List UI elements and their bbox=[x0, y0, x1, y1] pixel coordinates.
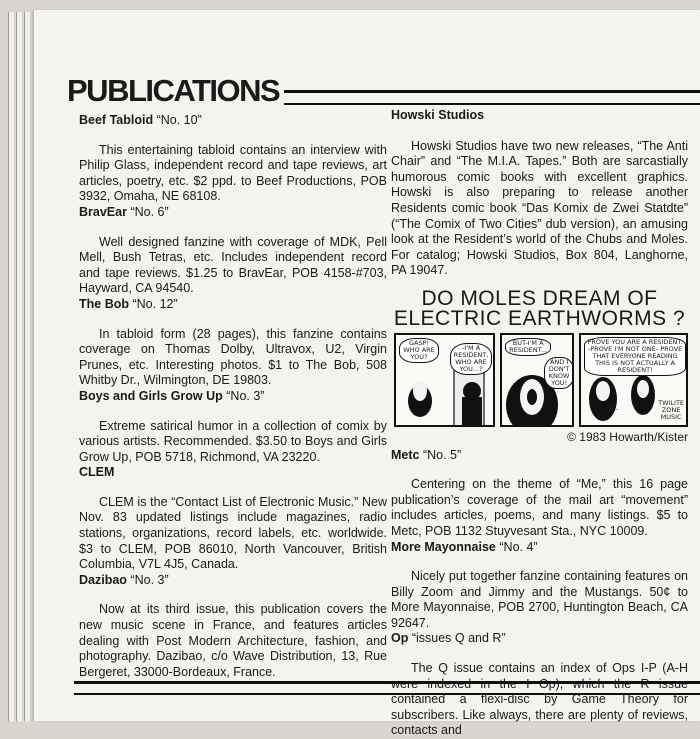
entry-issue: “No. 3” bbox=[130, 572, 169, 587]
entry-issue: “No. 3” bbox=[226, 388, 265, 403]
entry-body: This entertaining tabloid contains an interview with Philip Glass, independent record and tape reviews, art articles, poetry, etc. $2 ppd. to Beef Productions, POB 3932, Omaha, NE 68108. bbox=[79, 142, 387, 204]
left-column bbox=[79, 113, 387, 680]
entry-boys-and-girls-grow-up bbox=[79, 389, 387, 465]
entry-body: Now at its third issue, this publication covers the new music scene in France, and features articles dealing with Post Modern Architecture, fashion, and photography. Dazibao, c/o Wave Distribution, 13, Rue Bergeret, 33000-Bordeaux, France. bbox=[79, 602, 387, 679]
entry-body: Howski Studios have two new releases, “The Anti Chair” and “The M.I.A. Tapes.” Both are sarcastially humorous comic books with excellent graphics. Howski is also preparing to release another Residents comic book “Das Komix de Zwei Statdte” (“The Comix of Two Cities” dub version), an amusing look at the Resident’s world of the Chubs and Moles. For catalog; Howski Studios, Box 804, Langhorne, PA 19047. bbox=[391, 138, 688, 278]
entry-title bbox=[79, 205, 387, 221]
entry-title bbox=[79, 573, 387, 589]
speech-balloon: PROVE YOU ARE A RESIDENT. -PROVE I'M NOT ONE- PROVE THAT EVERYONE READING THIS IS NOT ACTUALLY A RESIDENT! bbox=[584, 337, 686, 376]
comic-credit: © 1983 Howarth/Kister bbox=[567, 429, 688, 444]
entry-title-text: The Bob bbox=[79, 296, 129, 311]
entry-body: Centering on the theme of “Me,” this 16 page publication’s coverage of the mail art “movement” includes articles, poems, and many listings. $5 to Metc, POB 1132 Stuyvesant Sta., NYC 10009. bbox=[391, 477, 688, 538]
entry-body: Extreme satirical humor in a collection of comix by various artists. Recommended. $3.50 to Boys and Girls Grow Up, POB 5718, Richmond, VA 23220. bbox=[79, 418, 387, 464]
entry-issue: “No. 10” bbox=[156, 113, 202, 127]
entry-the-bob bbox=[79, 297, 387, 389]
entry-title-text: More Mayonnaise bbox=[391, 539, 496, 554]
entry-beef-tabloid bbox=[79, 113, 387, 205]
entry-body: CLEM is the “Contact List of Electronic Music.” New Nov. 83 updated listings include magazines, radio stations, organizations, record labels, etc. worldwide. $3 to CLEM, POB 86010, North Vancouver, British Columbia, V7L 4J5, Canada. bbox=[79, 494, 387, 572]
entry-title: Howski Studios bbox=[391, 108, 485, 122]
entry-title-text: CLEM bbox=[79, 465, 115, 480]
entry-body: Well designed fanzine with coverage of MDK, Pell Mell, Bush Tetras, etc. Includes independent record and tape reviews. $1.25 to BravEar, POB 4158-#703, Hayward, CA 94540. bbox=[79, 234, 387, 296]
entry-issue: “No. 4” bbox=[499, 539, 538, 554]
speech-balloon: -I'M A RESIDENT, WHO ARE YOU...? bbox=[450, 343, 492, 375]
entry-title bbox=[391, 540, 688, 556]
entry-bravear bbox=[79, 205, 387, 297]
entry-metc bbox=[391, 448, 688, 540]
entry-body: The Q issue contains an index of Ops I-P (A-H were indexed in the I Op), which the R issue contained a flexi-disc by Game Theory for subscribers. Like always, there are plenty of reviews, contacts and bbox=[391, 661, 688, 738]
entry-title-text: BravEar bbox=[79, 204, 127, 219]
page-stack-edge bbox=[24, 12, 30, 721]
entry-title-text: Dazibao bbox=[79, 572, 127, 587]
entry-issue: “No. 5” bbox=[422, 447, 462, 462]
comic-title-line: ELECTRIC EARTHWORMS ? bbox=[393, 306, 686, 330]
footer-rule bbox=[74, 681, 700, 695]
entry-title bbox=[79, 389, 387, 405]
entry-howski-studios bbox=[391, 108, 688, 279]
speech-balloon: BUT-I'M A RESIDENT... bbox=[505, 338, 551, 356]
entry-title bbox=[391, 631, 688, 647]
entry-title-text: Boys and Girls Grow Up bbox=[79, 388, 223, 403]
speech-balloon: AND I DON'T KNOW YOU! bbox=[544, 357, 574, 389]
entry-title bbox=[79, 113, 387, 129]
comic-title bbox=[391, 286, 688, 330]
page-stack-edge bbox=[8, 12, 14, 721]
section-title: PUBLICATIONS bbox=[67, 73, 280, 108]
entry-clem bbox=[79, 465, 387, 573]
magazine-page bbox=[34, 10, 700, 738]
comic-panels bbox=[394, 333, 688, 427]
entry-title bbox=[79, 465, 387, 481]
entry-issue: “No. 6” bbox=[130, 204, 169, 219]
header-rule bbox=[284, 90, 700, 105]
speech-balloon: GASP! WHO ARE YOU? bbox=[399, 338, 439, 363]
comic-title-line: DO MOLES DREAM OF bbox=[421, 286, 658, 310]
entry-title-text: Beef Tabloid bbox=[79, 113, 154, 127]
entry-dazibao bbox=[79, 573, 387, 681]
comic-panel bbox=[500, 333, 574, 427]
entry-body: In tabloid form (28 pages), this fanzine contains coverage on Thomas Dolby, Ultravox, U2, Virgin Prunes, etc. Interesting photos. $1 to The Bob, 508 Whitby Dr., Wilmington, DE 19803. bbox=[79, 326, 387, 388]
entry-title bbox=[391, 448, 688, 464]
comic-strip-block bbox=[391, 286, 688, 446]
entry-issue: “No. 12” bbox=[132, 296, 178, 311]
entry-title-text: Op bbox=[391, 631, 409, 646]
page-stack-edge bbox=[16, 12, 22, 721]
right-column bbox=[391, 108, 688, 739]
entry-title bbox=[79, 297, 387, 313]
speech-balloon: UH- bbox=[606, 404, 619, 413]
comic-panel bbox=[394, 333, 495, 427]
entry-body: Nicely put together fanzine containing features on Billy Zoom and Jimmy and the Mustangs. 50¢ to More Mayonnaise, POB 2700, Huntington Beach, CA 92647. bbox=[391, 569, 688, 630]
twilight-zone-sign: TWILITE ZONE MUSIC bbox=[658, 398, 685, 421]
entry-more-mayonnaise bbox=[391, 540, 688, 632]
entry-title-text: Metc bbox=[391, 447, 420, 462]
comic-panel bbox=[579, 333, 688, 427]
entry-issue: “issues Q and R” bbox=[411, 631, 506, 646]
